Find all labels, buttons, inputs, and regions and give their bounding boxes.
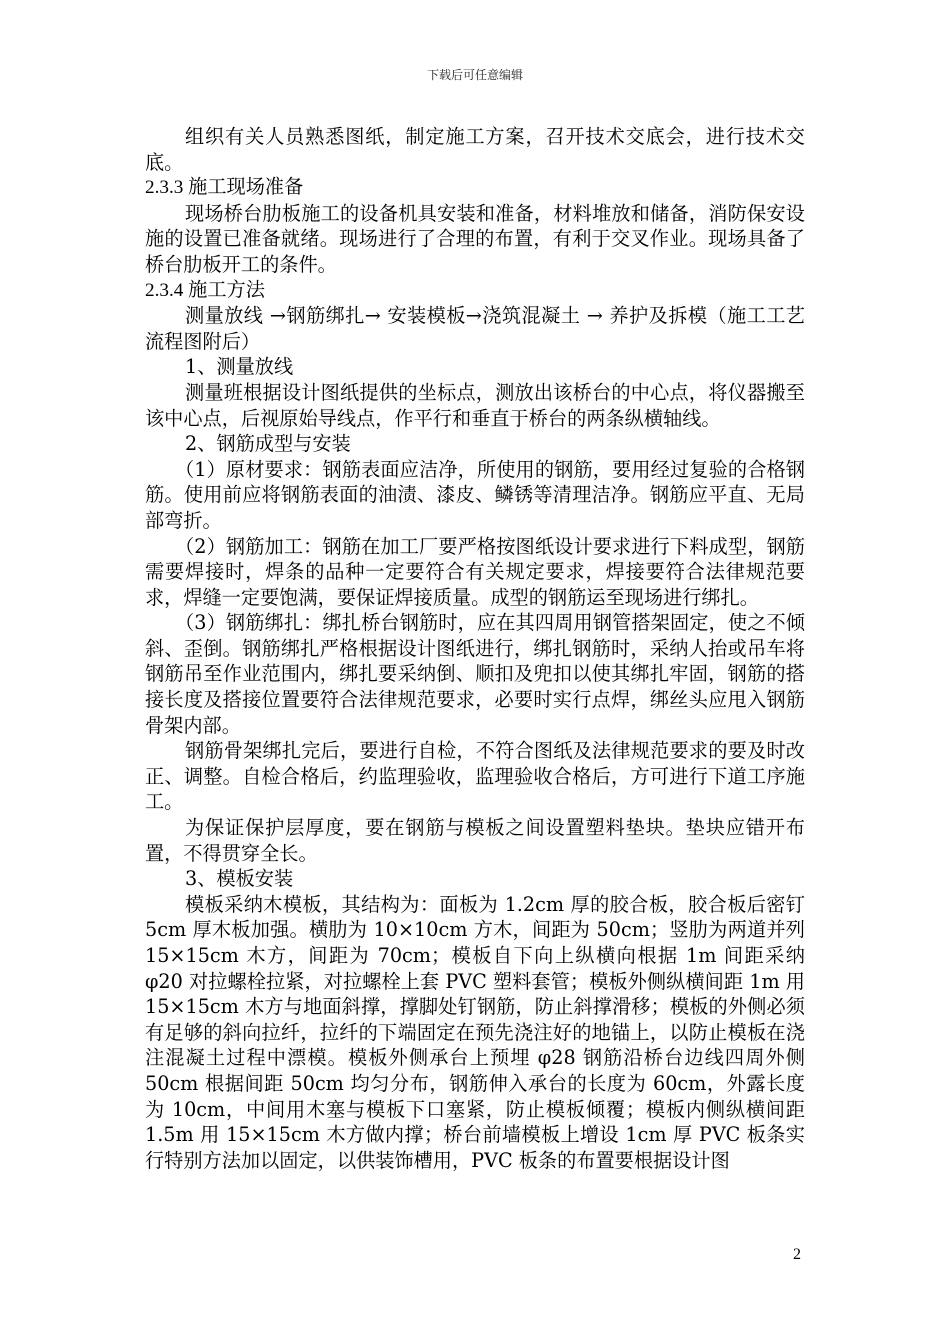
paragraph: （1）原材要求：钢筋表面应洁净，所使用的钢筋，要用经过复验的合格钢筋。使用前应将钢筋表面的油渍、漆皮、鳞锈等清理洁净。钢筋应平直、无局部弯折。 bbox=[145, 457, 805, 532]
paragraph: 组织有关人员熟悉图纸，制定施工方案，召开技术交底会，进行技术交底。 bbox=[145, 125, 805, 174]
paragraph: 现场桥台肋板施工的设备机具安装和准备，材料堆放和储备，消防保安设施的设置已准备就绪。现场进行了合理的布置，有利于交叉作业。现场具备了桥台肋板开工的条件。 bbox=[145, 201, 805, 276]
subsection-title: 2、钢筋成型与安装 bbox=[185, 432, 351, 456]
page-header: 下载后可任意编辑 bbox=[426, 68, 523, 82]
section-heading: 2.3.4 施工方法 bbox=[145, 279, 265, 301]
paragraph: （3）钢筋绑扎：绑扎桥台钢筋时，应在其四周用钢管搭架固定，使之不倾斜、歪倒。钢筋绑扎严格根据设计图纸进行，绑扎钢筋时，采纳人抬或吊车将钢筋吊至作业范围内，绑扎要采纳倒、顺扣及兜扣以使其绑扎牢固，钢筋的搭接长度及搭接位置要符合法律规范要求，必要时实行点焊，绑丝头应甩入钢筋骨架内部。 bbox=[145, 611, 805, 737]
subsection-title: 1、测量放线 bbox=[185, 355, 294, 379]
process-flow: 测量放线 →钢筋绑扎→ 安装模板→浇筑混凝土 → 养护及拆模（施工工艺流程图附后） bbox=[145, 304, 805, 353]
paragraph: 为保证保护层厚度，要在钢筋与模板之间设置塑料垫块。垫块应错开布置，不得贯穿全长。 bbox=[145, 816, 805, 865]
paragraph: 模板采纳木模板，其结构为：面板为 1.2cm 厚的胶合板，胶合板后密钉 5cm 厚木板加强。横肋为 10×10cm 方木，间距为 50cm；竖肋为两道并列 15×15cm 木方，间距为 70cm；模板自下向上纵横向根据 1m 间距采纳 φ20 对拉螺栓拉紧，对拉螺栓上套 PVC 塑料套管；模板外侧纵横间距 1m 用 15×15cm 木方与地面斜撑，撑脚处钉钢筋，防止斜撑滑移；模板的外侧必须有足够的斜向拉纤，拉纤的下端固定在预先浇注好的地锚上，以防止模板在浇注混凝土过程中漂模。模板外侧承台上预埋 φ28 钢筋沿桥台边线四周外侧 50cm 根据间距 50cm 均匀分布，钢筋伸入承台的长度为 60cm，外露长度为 10cm，中间用木塞与模板下口塞紧，防止模板倾覆；模板内侧纵横间距 1.5m 用 15×15cm 木方做内撑；桥台前墙模板上增设 1cm 厚 PVC 板条实行特别方法加以固定，以供装饰槽用，PVC 板条的布置要根据设计图 bbox=[145, 892, 805, 1172]
paragraph: 测量班根据设计图纸提供的坐标点，测放出该桥台的中心点，将仪器搬至该中心点，后视原始导线点，作平行和垂直于桥台的两条纵横轴线。 bbox=[145, 380, 805, 430]
page-number: 2 bbox=[793, 1246, 801, 1263]
section-heading: 2.3.3 施工现场准备 bbox=[145, 177, 304, 199]
paragraph: 钢筋骨架绑扎完后，要进行自检，不符合图纸及法律规范要求的要及时改正、调整。自检合格后，约监理验收，监理验收合格后，方可进行下道工序施工。 bbox=[145, 739, 805, 814]
subsection-title: 3、模板安装 bbox=[185, 867, 294, 891]
paragraph: （2）钢筋加工：钢筋在加工厂要严格按图纸设计要求进行下料成型，钢筋需要焊接时，焊条的品种一定要符合有关规定要求，焊接要符合法律规范要求，焊缝一定要饱满，要保证焊接质量。成型的钢筋运至现场进行绑扎。 bbox=[145, 534, 805, 609]
document-body bbox=[145, 124, 805, 1173]
